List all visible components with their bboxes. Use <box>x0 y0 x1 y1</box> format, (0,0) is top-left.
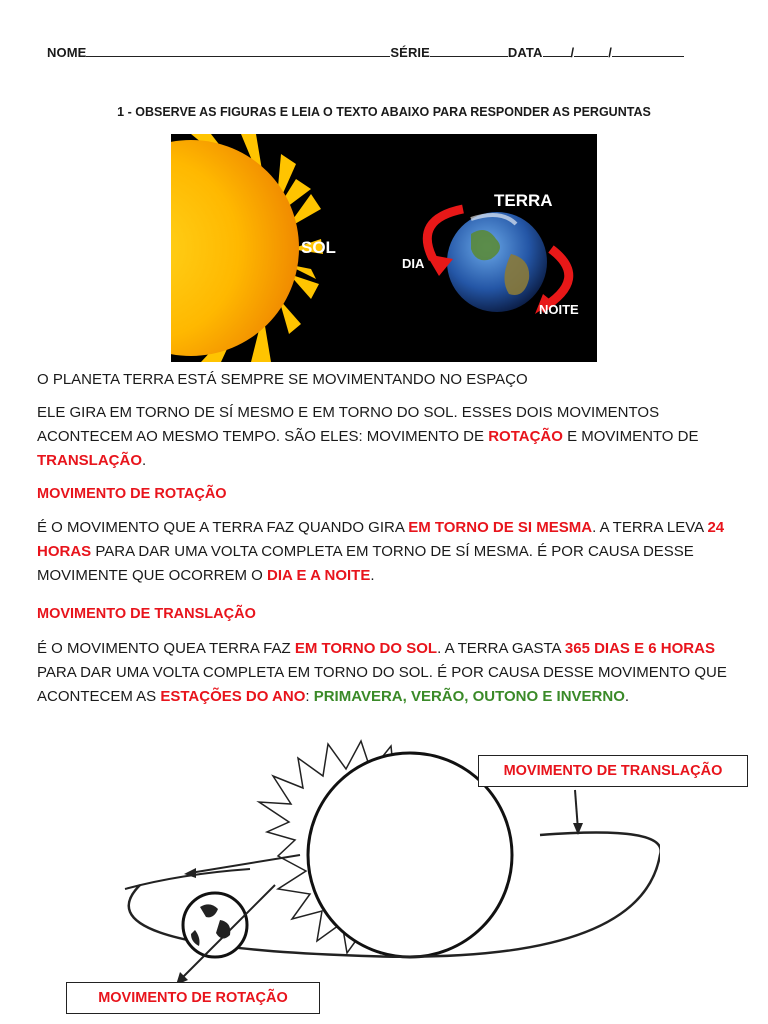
year-field[interactable] <box>612 44 684 57</box>
data-label: DATA <box>507 45 543 60</box>
earth-sketch-icon <box>183 893 247 957</box>
noite-label: NOITE <box>539 302 579 317</box>
day-field[interactable] <box>543 44 571 57</box>
sun-earth-illustration <box>171 134 597 362</box>
name-label: NOME <box>47 45 87 60</box>
month-field[interactable] <box>574 44 608 57</box>
terra-label: TERRA <box>494 191 553 210</box>
student-header <box>47 44 717 60</box>
serie-field[interactable] <box>430 44 508 57</box>
rotacao-label-box: MOVIMENTO DE ROTAÇÃO <box>66 982 320 1014</box>
translacao-title: MOVIMENTO DE TRANSLAÇÃO <box>37 606 256 622</box>
earth-icon <box>447 212 547 312</box>
name-field[interactable] <box>86 44 390 57</box>
translacao-paragraph: É O MOVIMENTO QUEA TERRA FAZ EM TORNO DO SOL. A TERRA GASTA 365 DIAS E 6 HORAS PARA DAR UMA VOLTA COMPLETA EM TORNO DO SOL. É POR CAUSA DESSE MOVIMENTO QUE ACONTECEM AS ESTAÇÕES DO ANO: PRIMAVERA, VERÃO, OUTONO E INVERNO. <box>37 640 727 705</box>
rotacao-title: MOVIMENTO DE ROTAÇÃO <box>37 486 227 502</box>
serie-label: SÉRIE <box>390 45 430 60</box>
dia-label: DIA <box>402 256 425 271</box>
rotacao-paragraph: É O MOVIMENTO QUE A TERRA FAZ QUANDO GIRA EM TORNO DE SI MESMA. A TERRA LEVA 24 HORAS PARA DAR UMA VOLTA COMPLETA EM TORNO DE SÍ MESMA. É POR CAUSA DESSE MOVIMENTE QUE OCORREM O DIA E A NOITE. <box>37 519 725 584</box>
instruction-heading: 1 - OBSERVE AS FIGURAS E LEIA O TEXTO ABAIXO PARA RESPONDER AS PERGUNTAS <box>117 105 651 119</box>
seasons-highlight: PRIMAVERA, VERÃO, OUTONO E INVERNO <box>313 688 625 705</box>
rotacao-highlight: ROTAÇÃO <box>488 428 563 445</box>
intro-line: O PLANETA TERRA ESTÁ SEMPRE SE MOVIMENTANDO NO ESPAÇO <box>37 371 528 388</box>
sol-label: SOL <box>301 238 336 257</box>
sun-earth-figure <box>171 134 597 362</box>
date-separator-1: / <box>570 45 575 60</box>
intro-paragraph: ELE GIRA EM TORNO DE SÍ MESMO E EM TORNO DO SOL. ESSES DOIS MOVIMENTOS ACONTECEM AO MESMO TEMPO. SÃO ELES: MOVIMENTO DE ROTAÇÃO E MOVIMENTO DE TRANSLAÇÃO. <box>37 404 699 469</box>
translacao-label-box: MOVIMENTO DE TRANSLAÇÃO <box>478 755 748 787</box>
date-separator-2: / <box>608 45 612 60</box>
translacao-highlight: TRANSLAÇÃO <box>37 452 142 469</box>
